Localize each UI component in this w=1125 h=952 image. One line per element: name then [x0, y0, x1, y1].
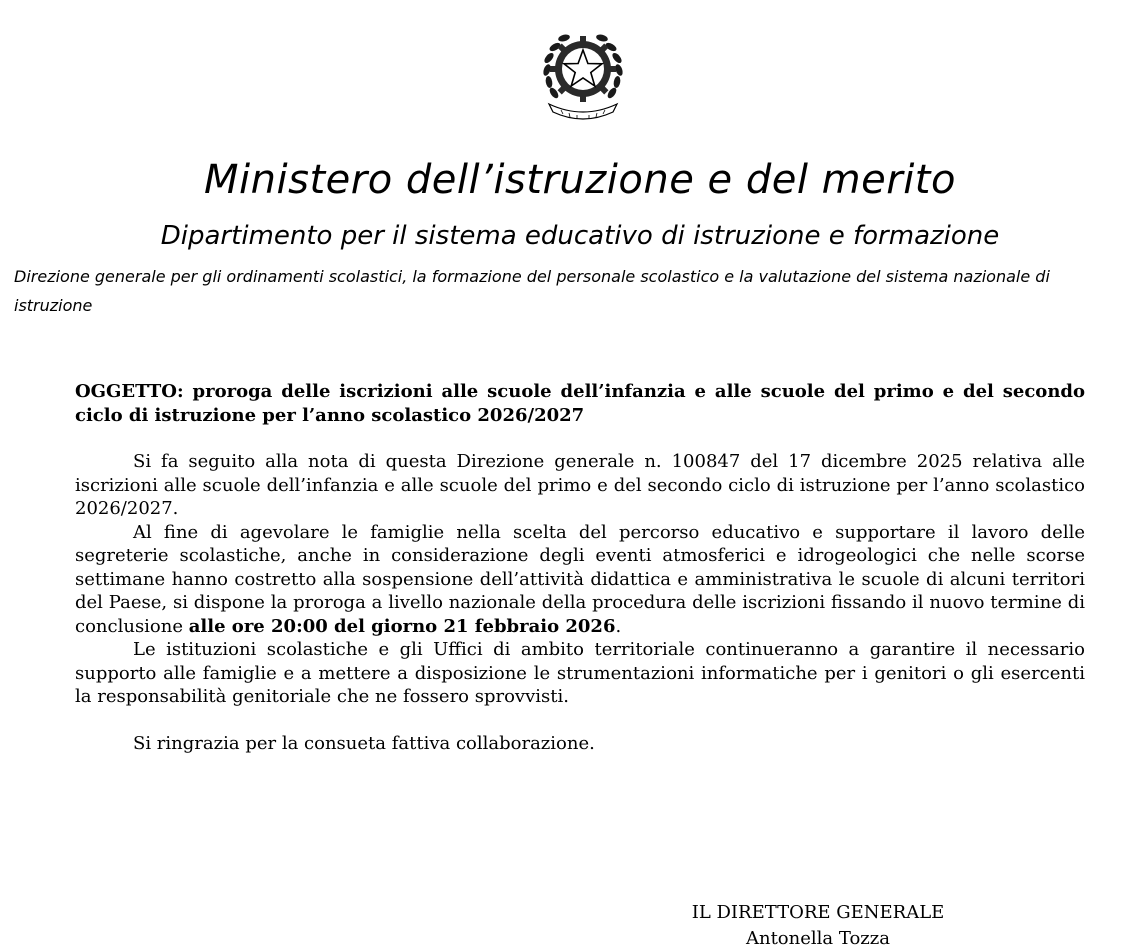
paragraph-2-text: Al fine di agevolare le famiglie nella scelta del percorso educativo e supportare il lavoro delle segreterie scolastiche, anche in considerazione degli eventi atmosferici e idrogeologici che nelle scorse settimane hanno costretto alla sospensione dell’attività didattica e amministrativa le scuole di alcuni territori del Paese, si dispone la proroga a livello nazionale della procedura delle iscrizioni fissando il nuovo termine di conclusione [75, 521, 1085, 637]
signature-block [618, 900, 1018, 952]
letter-body [75, 380, 1085, 755]
directorate-name: Direzione generale per gli ordinamenti scolastici, la formazione del personale scolastico e la valutazione del sistema nazionale di istruzione [14, 267, 1050, 315]
subject-line: OGGETTO: proroga delle iscrizioni alle scuole dell’infanzia e alle scuole del primo e del secondo ciclo di istruzione per l’anno scolastico 2026/2027 [75, 381, 1085, 426]
ministry-name: Ministero dell’istruzione e del merito [204, 157, 956, 203]
paragraph-3: Le istituzioni scolastiche e gli Uffici di ambito territoriale continueranno a garantire il necessario supporto alle famiglie e a mettere a disposizione le strumentazioni informatiche per i genitori o gli esercenti la responsabilità genitoriale che ne fossero sprovvisti. [75, 639, 1085, 707]
paragraph-1: Si fa seguito alla nota di questa Direzione generale n. 100847 del 17 dicembre 2025 relativa alle iscrizioni alle scuole dell’infanzia e alle scuole del primo e del secondo ciclo di istruzione per l’anno scolastico 2026/2027. [75, 451, 1085, 519]
paragraph-2-end: . [615, 615, 622, 637]
thanks-line: Si ringrazia per la consueta fattiva collaborazione. [133, 732, 595, 754]
signature-title: IL DIRETTORE GENERALE [691, 902, 945, 923]
department-name: Dipartimento per il sistema educativo di istruzione e formazione [160, 221, 1000, 251]
signature-name: Antonella Tozza [745, 928, 891, 949]
deadline-text: alle ore 20:00 del giorno 21 febbraio 2026 [188, 615, 616, 637]
repubblica-italiana-emblem-icon [533, 22, 633, 122]
paragraph-2 [75, 521, 1085, 639]
